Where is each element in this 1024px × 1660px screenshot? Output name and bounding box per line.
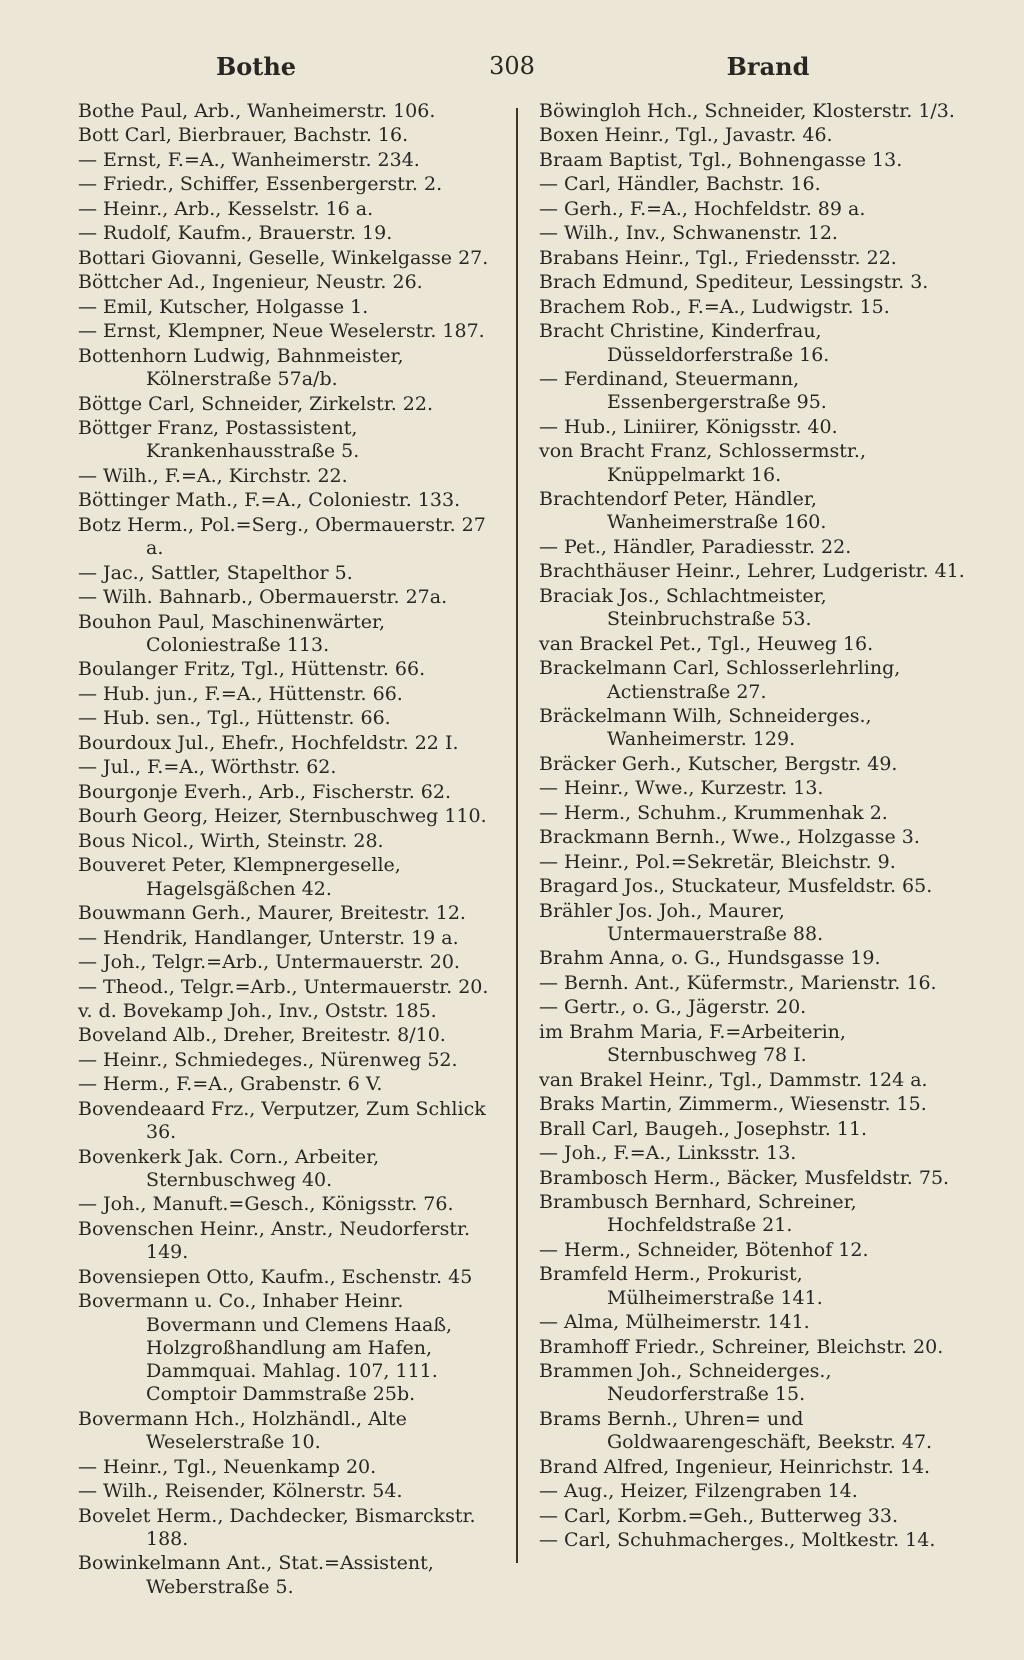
directory-entry: Brahm Anna, o. G., Hundsgasse 19. bbox=[539, 947, 881, 970]
directory-entry: Brackmann Bernh., Wwe., Holzgasse 3. bbox=[539, 826, 920, 849]
directory-entry: — Emil, Kutscher, Holgasse 1. bbox=[78, 295, 369, 318]
directory-entry: Boxen Heinr., Tgl., Javastr. 46. bbox=[539, 124, 833, 147]
page-header bbox=[0, 52, 1024, 92]
directory-entry: Bowinkelmann Ant., Stat.=Assistent, Weberstraße 5. bbox=[78, 1552, 434, 1598]
directory-entry: — Bernh. Ant., Küfermstr., Marienstr. 16. bbox=[539, 971, 937, 994]
directory-entry: Bottari Giovanni, Geselle, Winkelgasse 27. bbox=[78, 246, 489, 269]
directory-entry: — Alma, Mülheimerstr. 141. bbox=[539, 1311, 810, 1334]
directory-entry: Bovenschen Heinr., Anstr., Neudorferstr. 149. bbox=[78, 1217, 471, 1264]
directory-entry: — Heinr., Schmiedeges., Nürenweg 52. bbox=[78, 1048, 458, 1071]
directory-entry: — Jul., F.=A., Wörthstr. 62. bbox=[78, 756, 337, 779]
directory-entry: — Wilh., Inv., Schwanenstr. 12. bbox=[539, 222, 838, 245]
directory-entry: — Joh., F.=A., Linksstr. 13. bbox=[539, 1142, 797, 1165]
page-number: 308 bbox=[489, 52, 535, 80]
directory-entry: Bräcker Gerh., Kutscher, Bergstr. 49. bbox=[539, 752, 898, 775]
directory-entry: Böttinger Math., F.=A., Coloniestr. 133. bbox=[78, 489, 461, 512]
directory-entry: Böttcher Ad., Ingenieur, Neustr. 26. bbox=[78, 271, 423, 294]
directory-entry: — Joh., Telgr.=Arb., Untermauerstr. 20. bbox=[78, 951, 460, 974]
directory-entry: — Herm., Schuhm., Krummenhak 2. bbox=[539, 801, 888, 824]
directory-entry: Bourdoux Jul., Ehefr., Hochfeldstr. 22 I. bbox=[78, 731, 459, 754]
directory-entry: — Aug., Heizer, Filzengraben 14. bbox=[539, 1480, 858, 1503]
directory-entry: — Heinr., Wwe., Kurzestr. 13. bbox=[539, 777, 824, 800]
directory-entry: Bovermann Hch., Holzhändl., Alte Weselerstraße 10. bbox=[78, 1407, 407, 1454]
directory-entry: Bourh Georg, Heizer, Sternbuschweg 110. bbox=[78, 805, 487, 828]
directory-entry: Bragard Jos., Stuckateur, Musfeldstr. 65. bbox=[539, 875, 933, 898]
directory-entry: Brähler Jos. Joh., Maurer, Untermauerstraße 88. bbox=[539, 899, 824, 945]
directory-entry: — Ferdinand, Steuermann, Essenbergerstraße 95. bbox=[539, 368, 827, 414]
directory-entry: Bouwmann Gerh., Maurer, Breitestr. 12. bbox=[78, 902, 466, 925]
directory-entry: Bovensiepen Otto, Kaufm., Eschenstr. 45 bbox=[78, 1265, 473, 1288]
directory-entry: v. d. Bovekamp Joh., Inv., Oststr. 185. bbox=[78, 999, 437, 1022]
directory-entry: — Herm., F.=A., Grabenstr. 6 V. bbox=[78, 1073, 383, 1096]
directory-entry: Braam Baptist, Tgl., Bohnengasse 13. bbox=[539, 148, 903, 171]
directory-entry: — Wilh., F.=A., Kirchstr. 22. bbox=[78, 464, 348, 487]
directory-entry: im Brahm Maria, F.=Arbeiterin, Sternbuschweg 78 I. bbox=[539, 1020, 846, 1067]
directory-entry: Bott Carl, Bierbrauer, Bachstr. 16. bbox=[78, 124, 409, 147]
directory-entry: Bouveret Peter, Klempnergeselle, Hagelsgäßchen 42. bbox=[78, 854, 401, 900]
directory-entry: — Carl, Händler, Bachstr. 16. bbox=[539, 173, 821, 196]
directory-entry: van Brakel Heinr., Tgl., Dammstr. 124 a. bbox=[539, 1068, 928, 1091]
directory-entry: — Jac., Sattler, Stapelthor 5. bbox=[78, 561, 353, 584]
directory-entry: Bottenhorn Ludwig, Bahnmeister, Kölnerstraße 57a/b. bbox=[78, 344, 404, 391]
directory-entry: Boveland Alb., Dreher, Breitestr. 8/10. bbox=[78, 1024, 446, 1047]
directory-entry: Bräckelmann Wilh, Schneiderges., Wanheimerstr. 129. bbox=[539, 704, 872, 751]
directory-entry: — Ernst, F.=A., Wanheimerstr. 234. bbox=[78, 148, 420, 171]
directory-entry: Bramfeld Herm., Prokurist, Mülheimerstraße 141. bbox=[539, 1263, 823, 1309]
directory-entry: — Heinr., Pol.=Sekretär, Bleichstr. 9. bbox=[539, 850, 896, 873]
directory-entry: — Gertr., o. G., Jägerstr. 20. bbox=[539, 996, 807, 1019]
directory-entry: — Hub., Liniirer, Königsstr. 40. bbox=[539, 415, 838, 438]
directory-entry: Böttge Carl, Schneider, Zirkelstr. 22. bbox=[78, 392, 434, 415]
directory-entry: Bourgonje Everh., Arb., Fischerstr. 62. bbox=[78, 780, 451, 803]
directory-entry: Bous Nicol., Wirth, Steinstr. 28. bbox=[78, 829, 384, 852]
directory-entry: Brambosch Herm., Bäcker, Musfeldstr. 75. bbox=[539, 1166, 950, 1189]
left-column bbox=[78, 100, 508, 1600]
directory-entry: — Wilh., Reisender, Kölnerstr. 54. bbox=[78, 1480, 403, 1503]
directory-entry: — Joh., Manuft.=Gesch., Königsstr. 76. bbox=[78, 1193, 454, 1216]
directory-entry: — Friedr., Schiffer, Essenbergerstr. 2. bbox=[78, 173, 443, 196]
directory-entry: Bramhoff Friedr., Schreiner, Bleichstr. 20. bbox=[539, 1335, 944, 1358]
directory-entry: Braks Martin, Zimmerm., Wiesenstr. 15. bbox=[539, 1093, 927, 1116]
directory-entry: Brachtendorf Peter, Händler, Wanheimerstraße 160. bbox=[539, 488, 827, 534]
directory-entry: Brams Bernh., Uhren= und Goldwaarengeschäft, Beekstr. 47. bbox=[539, 1407, 933, 1454]
directory-entry: Bouhon Paul, Maschinenwärter, Coloniestraße 113. bbox=[78, 610, 386, 656]
header-right-keyword: Brand bbox=[726, 52, 810, 81]
directory-entry: Bracht Christine, Kinderfrau, Düsseldorferstraße 16. bbox=[539, 320, 830, 366]
directory-entry: — Hub. sen., Tgl., Hüttenstr. 66. bbox=[78, 707, 391, 730]
directory-entry: — Pet., Händler, Paradiesstr. 22. bbox=[539, 535, 852, 558]
directory-entry: Brambusch Bernhard, Schreiner, Hochfeldstraße 21. bbox=[539, 1191, 857, 1237]
directory-entry: — Carl, Schuhmacherges., Moltkestr. 14. bbox=[539, 1529, 936, 1552]
directory-entry: — Wilh. Bahnarb., Obermauerstr. 27a. bbox=[78, 586, 448, 609]
directory-entry: van Brackel Pet., Tgl., Heuweg 16. bbox=[539, 632, 874, 655]
directory-entry: Brall Carl, Baugeh., Josephstr. 11. bbox=[539, 1117, 868, 1140]
directory-entry: — Rudolf, Kaufm., Brauerstr. 19. bbox=[78, 222, 393, 245]
directory-entry: Boulanger Fritz, Tgl., Hüttenstr. 66. bbox=[78, 658, 426, 681]
directory-entry: — Hendrik, Handlanger, Unterstr. 19 a. bbox=[78, 926, 459, 949]
directory-entry: — Carl, Korbm.=Geh., Butterweg 33. bbox=[539, 1504, 898, 1527]
directory-entry: — Gerh., F.=A., Hochfeldstr. 89 a. bbox=[539, 197, 866, 220]
directory-entry: Bovenkerk Jak. Corn., Arbeiter, Sternbuschweg 40. bbox=[78, 1145, 380, 1191]
directory-entry: Botz Herm., Pol.=Serg., Obermauerstr. 27 a. bbox=[78, 513, 486, 560]
directory-entry: Bovendeaard Frz., Verputzer, Zum Schlick 36. bbox=[78, 1097, 486, 1144]
directory-entry: Brackelmann Carl, Schlosserlehrling, Actienstraße 27. bbox=[539, 657, 901, 703]
directory-entry: — Hub. jun., F.=A., Hüttenstr. 66. bbox=[78, 682, 403, 705]
directory-entry: Brammen Joh., Schneiderges., Neudorferstraße 15. bbox=[539, 1360, 832, 1406]
directory-entry: Böttger Franz, Postassistent, Krankenhausstraße 5. bbox=[78, 417, 360, 463]
header-left-keyword: Bothe bbox=[215, 52, 297, 81]
directory-entry: Braciak Jos., Schlachtmeister, Steinbruchstraße 53. bbox=[539, 584, 827, 631]
directory-entry: Brand Alfred, Ingenieur, Heinrichstr. 14. bbox=[539, 1455, 931, 1478]
directory-entry: — Herm., Schneider, Bötenhof 12. bbox=[539, 1238, 869, 1261]
directory-entry: Bovelet Herm., Dachdecker, Bismarckstr. 188. bbox=[78, 1504, 476, 1550]
directory-entry: Brachthäuser Heinr., Lehrer, Ludgeristr. 41. bbox=[539, 560, 965, 583]
directory-entry: — Heinr., Arb., Kesselstr. 16 a. bbox=[78, 197, 374, 220]
directory-entry: — Heinr., Tgl., Neuenkamp 20. bbox=[78, 1455, 377, 1478]
directory-entry: Brach Edmund, Spediteur, Lessingstr. 3. bbox=[539, 271, 929, 294]
directory-entry: — Theod., Telgr.=Arb., Untermauerstr. 20. bbox=[78, 975, 489, 998]
directory-entry: Bovermann u. Co., Inhaber Heinr. Bovermann und Clemens Haaß, Holzgroßhandlung am Hafen, Dammquai. Mahlag. 107, 111. Comptoir Dammstraße 25b. bbox=[78, 1290, 453, 1406]
directory-entry: Böwingloh Hch., Schneider, Klosterstr. 1/3. bbox=[539, 100, 955, 122]
right-column bbox=[539, 100, 969, 1554]
column-divider bbox=[516, 108, 518, 1563]
directory-entry: Brachem Rob., F.=A., Ludwigstr. 15. bbox=[539, 295, 890, 318]
directory-entry: von Bracht Franz, Schlossermstr., Knüppelmarkt 16. bbox=[539, 440, 867, 486]
directory-entry: Bothe Paul, Arb., Wanheimerstr. 106. bbox=[78, 100, 436, 122]
directory-entry: — Ernst, Klempner, Neue Weselerstr. 187. bbox=[78, 320, 485, 343]
directory-entry: Brabans Heinr., Tgl., Friedensstr. 22. bbox=[539, 246, 897, 269]
